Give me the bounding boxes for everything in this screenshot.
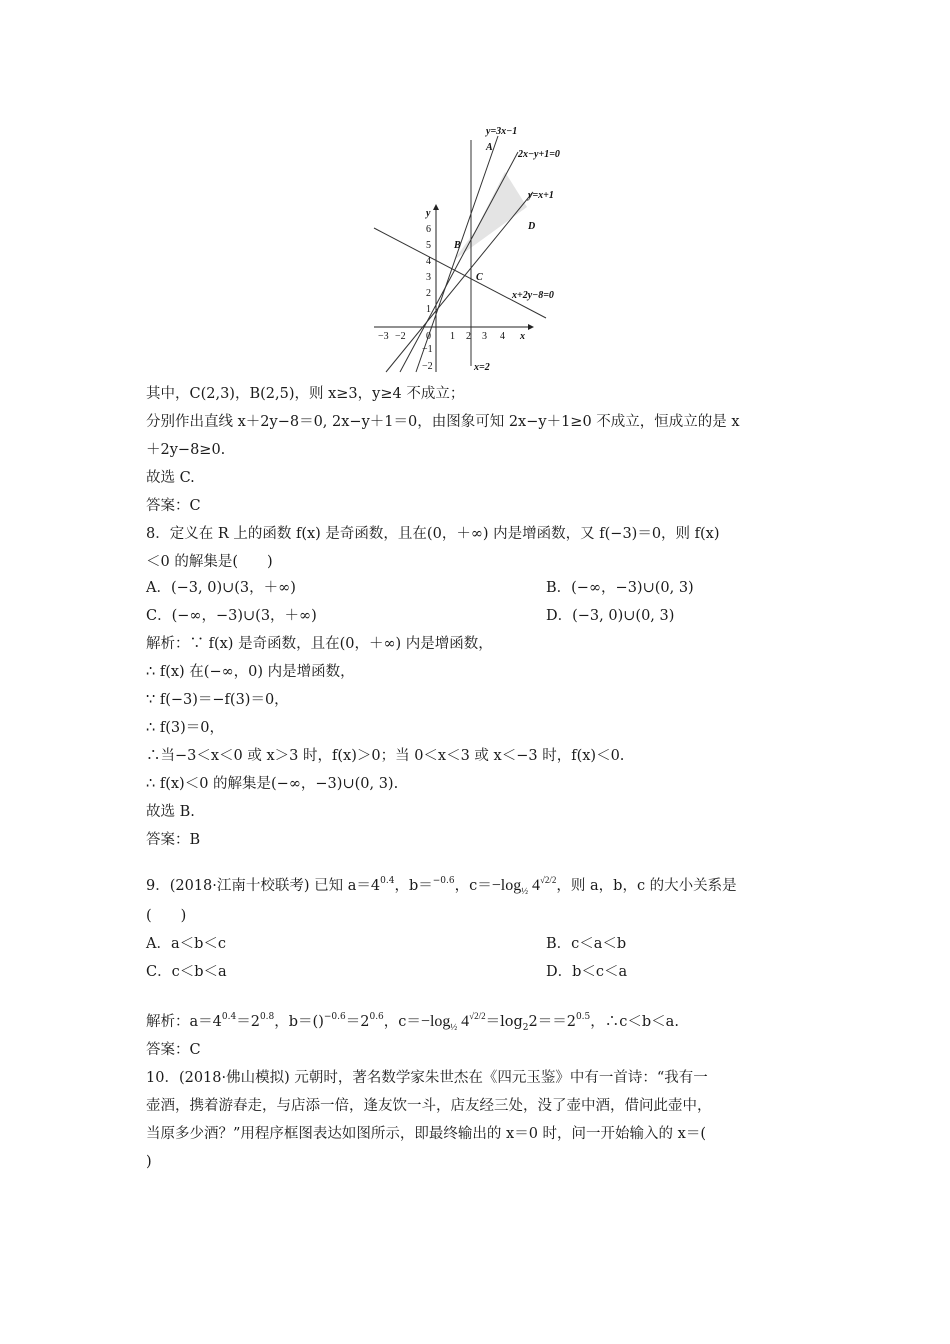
y-axis-label: y [426,208,431,219]
x-tick: −3 [378,331,389,342]
s9-part: 2＝＝2 [528,1014,576,1030]
answer-line: 答案：C [146,1042,201,1058]
question-8-text: 8．定义在 R 上的函数 f(x) 是奇函数，且在(0，＋∞) 内是增函数，又 f(−3)＝0，则 f(x) [146,526,720,542]
x-tick: −2 [395,331,406,342]
y-axis-arrow [433,204,439,210]
log-base: 4 [531,877,540,894]
y-tick: 6 [426,224,431,235]
solution-line: ∴当−3＜x＜0 或 x＞3 时，f(x)＞0；当 0＜x＜3 或 x＜−3 时，f(x)＜0. [146,748,625,764]
s9-part: ，b＝() [274,1014,324,1030]
point-label-C: C [476,272,483,283]
x-tick: 1 [450,331,455,342]
s9-part: ＝log [485,1014,523,1030]
q8-option-c: C．(−∞，−3)∪(3，＋∞) [146,608,317,624]
log-subscript: ½ [521,886,528,896]
point-label-D: D [528,221,536,232]
question-10-text: 壶酒，携着游春走，与店添一倍，逢友饮一斗，店友经三处，没了壶中酒，借问此壶中， [146,1098,712,1114]
q9-text-part: ，b＝ [394,878,433,894]
solution-line: 分别作出直线 x＋2y−8＝0, 2x−y＋1＝0，由图象可知 2x−y＋1≥0 不成立，恒成立的是 x [146,414,740,430]
y-tick: 1 [426,304,431,315]
label-line-y-3x-1: y=3x−1 [486,126,518,137]
question-10-text: 10．(2018·佛山模拟) 元朝时，著名数学家朱世杰在《四元玉鉴》中有一首诗：“我有一 [146,1070,708,1086]
solution-line: ∴ f(x) 在(−∞，0) 内是增函数， [146,664,355,680]
s9-part: ，c＝ [383,1014,421,1030]
x-tick: 2 [466,331,471,342]
y-tick: −2 [422,361,433,372]
solution-line: 解析：∵ f(x) 是奇函数，且在(0，＋∞) 内是增函数， [146,636,493,652]
solution-line: 故选 B. [146,804,195,820]
s9-exponent: 0.6 [369,1012,384,1022]
q8-option-d: D．(−3, 0)∪(0, 3) [546,608,675,624]
y-tick: 4 [426,256,431,267]
question-8-text: ＜0 的解集是( ) [146,554,273,570]
y-tick: 5 [426,240,431,251]
shaded-region [454,172,527,260]
y-tick: 2 [426,288,431,299]
s9-part: ＝2 [236,1014,260,1030]
s9-exponent: 0.8 [259,1012,275,1022]
coordinate-graph [368,122,598,374]
s9-part: ，∴c＜b＜a. [590,1014,679,1030]
answer-line: 答案：C [146,498,201,514]
log-text: −log [491,877,522,894]
point-label-B: B [454,240,461,251]
q9-text-part: 9．(2018·江南十校联考) 已知 a＝4 [146,878,381,894]
solution-line: ∵ f(−3)＝−f(3)＝0， [146,692,289,708]
q9-exponent: −0.6 [432,876,455,886]
s9-exponent: 0.5 [575,1012,591,1022]
q8-option-a: A．(−3, 0)∪(3，＋∞) [146,580,296,596]
y-tick: 3 [426,272,431,283]
q9-text-part: ，c＝ [454,878,492,894]
solution-line [146,1012,679,1034]
x-axis-label: x [520,331,525,342]
s9-exponent: −0.6 [323,1012,346,1022]
q9-option-b: B．c＜a＜b [546,936,627,952]
solution-line: ＋2y−8≥0. [146,442,226,458]
line-y-x-1 [386,192,536,372]
label-line-y-x-1: y=x+1 [528,190,554,201]
label-line-2x-y-1: 2x−y+1=0 [518,149,560,160]
log-subscript: ½ [450,1022,458,1032]
s9-log-expression [421,1013,486,1030]
log-text: −log [420,1013,451,1030]
log-exponent: √2/2 [539,875,557,885]
log-base: 4 [461,1013,470,1030]
label-line-x-2y-8: x+2y−8=0 [512,290,554,301]
question-10-text: ) [146,1154,152,1170]
y-tick: −1 [422,344,433,355]
q9-option-d: D．b＜c＜a [546,964,628,980]
q9-option-a: A．a＜b＜c [146,936,227,952]
q9-exponent: 0.4 [380,876,395,886]
solution-line: 其中，C(2,3)，B(2,5)，则 x≥3，y≥4 不成立； [146,386,465,402]
log-exponent: √2/2 [469,1011,486,1021]
s9-part: ＝2 [345,1014,370,1030]
question-10-text: 当原多少酒？”用程序框图表达如图所示，即最终输出的 x＝0 时，问一开始输入的 x＝( [146,1126,706,1142]
solution-line: 故选 C. [146,470,195,486]
label-line-x-eq-2: x=2 [474,362,490,373]
origin-label: 0 [426,331,431,342]
point-label-A: A [486,142,493,153]
answer-line: 答案：B [146,832,201,848]
q9-text-part: ，则 a，b，c 的大小关系是 [556,878,737,894]
s9-exponent: 0.4 [221,1012,237,1022]
linear-programming-figure [368,122,598,374]
s9-part: 解析：a＝4 [146,1014,222,1030]
solution-line: ∴ f(3)＝0， [146,720,224,736]
q9-log-expression [492,877,557,894]
solution-line: ∴ f(x)＜0 的解集是(−∞，−3)∪(0, 3). [146,776,399,792]
s9-subscript: 2 [522,1023,529,1033]
q8-option-b: B．(−∞，−3)∪(0, 3) [546,580,694,596]
x-tick: 3 [482,331,487,342]
q9-option-c: C．c＜b＜a [146,964,227,980]
x-tick: 4 [500,331,505,342]
question-9-text [146,876,737,898]
x-axis-arrow [528,324,534,330]
question-9-text: ( ) [146,908,187,924]
